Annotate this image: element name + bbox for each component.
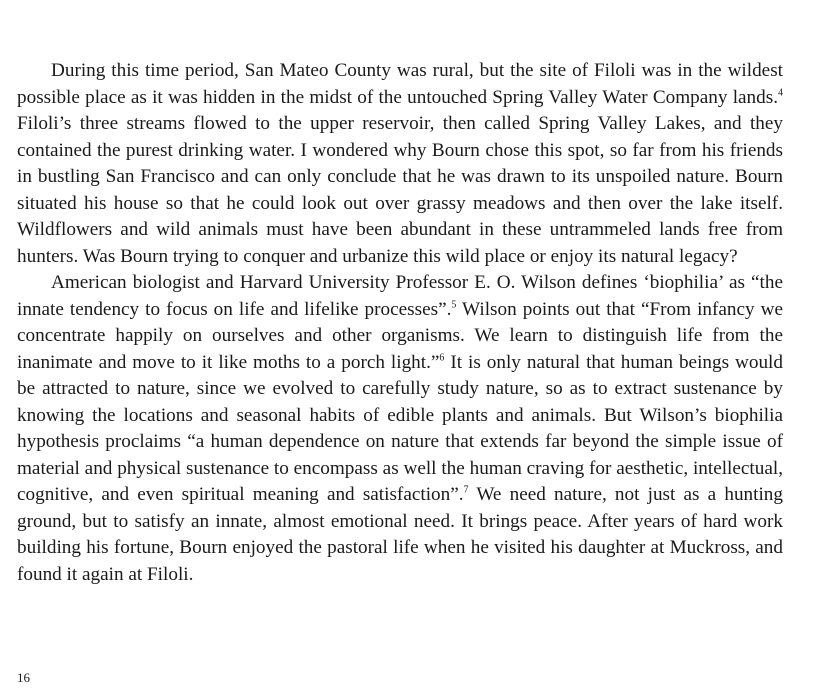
footnote-ref-7[interactable]: 7 — [463, 484, 469, 496]
paragraph-2-text-2: Wilson points out that “From infancy we concentrate happily on ourselves and other organisms. We learn to distinguish life from the inanimate and move to it like moths to a porch light.” — [17, 298, 784, 373]
footnote-ref-6[interactable]: 6 — [439, 352, 445, 364]
paragraph-2-text-3: It is only natural that human beings would be attracted to nature, since we evolved to carefully study nature, so as to extract sustenance by knowing the locations and seasonal habits of edible plants and animals. But Wilson’s biophilia hypothesis proclaims “a human dependence on nature that extends far beyond the simple issue of material and physical sustenance to encompass as well the human craving for aesthetic, intellectual, cognitive, and even spiritual meaning and satisfaction”. — [17, 351, 783, 505]
footnote-ref-4[interactable]: 4 — [778, 87, 783, 99]
page-number: 16 — [17, 670, 30, 685]
footnote-ref-5[interactable]: 5 — [451, 299, 457, 311]
paragraph-1-text-1: During this time period, San Mateo County was rural, but the site of Filoli was in the wildest possible place as it was hidden in the midst of the untouched Spring Valley Water Company lands. — [17, 60, 783, 108]
paragraph-2-text-1: American biologist and Harvard University Professor E. O. Wilson defines ‘biophilia’ as “the innate tendency to focus on life and lifelike processes”. — [17, 272, 783, 320]
paragraph-1 — [17, 58, 783, 270]
page-body — [17, 58, 783, 588]
paragraph-2-text-4: We need nature, not just as a hunting ground, but to satisfy an innate, almost emotional need. It brings peace. After years of hard work building his fortune, Bourn enjoyed the pastoral life when he visited his daughter at Muckross, and found it again at Filoli. — [17, 484, 783, 585]
paragraph-2 — [17, 270, 783, 588]
paragraph-1-text-2: Filoli’s three streams flowed to the upper reservoir, then called Spring Valley Lakes, and they contained the purest drinking water. I wondered why Bourn chose this spot, so far from his friends in bustling San Francisco and can only conclude that he was drawn to its unspoiled nature. Bourn situated his house so that he could look out over grassy meadows and then over the lake itself. Wildflowers and wild animals must have been abundant in these untrammeled lands free from hunters. Was Bourn trying to conquer and urbanize this wild place or enjoy its natural legacy? — [17, 113, 783, 267]
